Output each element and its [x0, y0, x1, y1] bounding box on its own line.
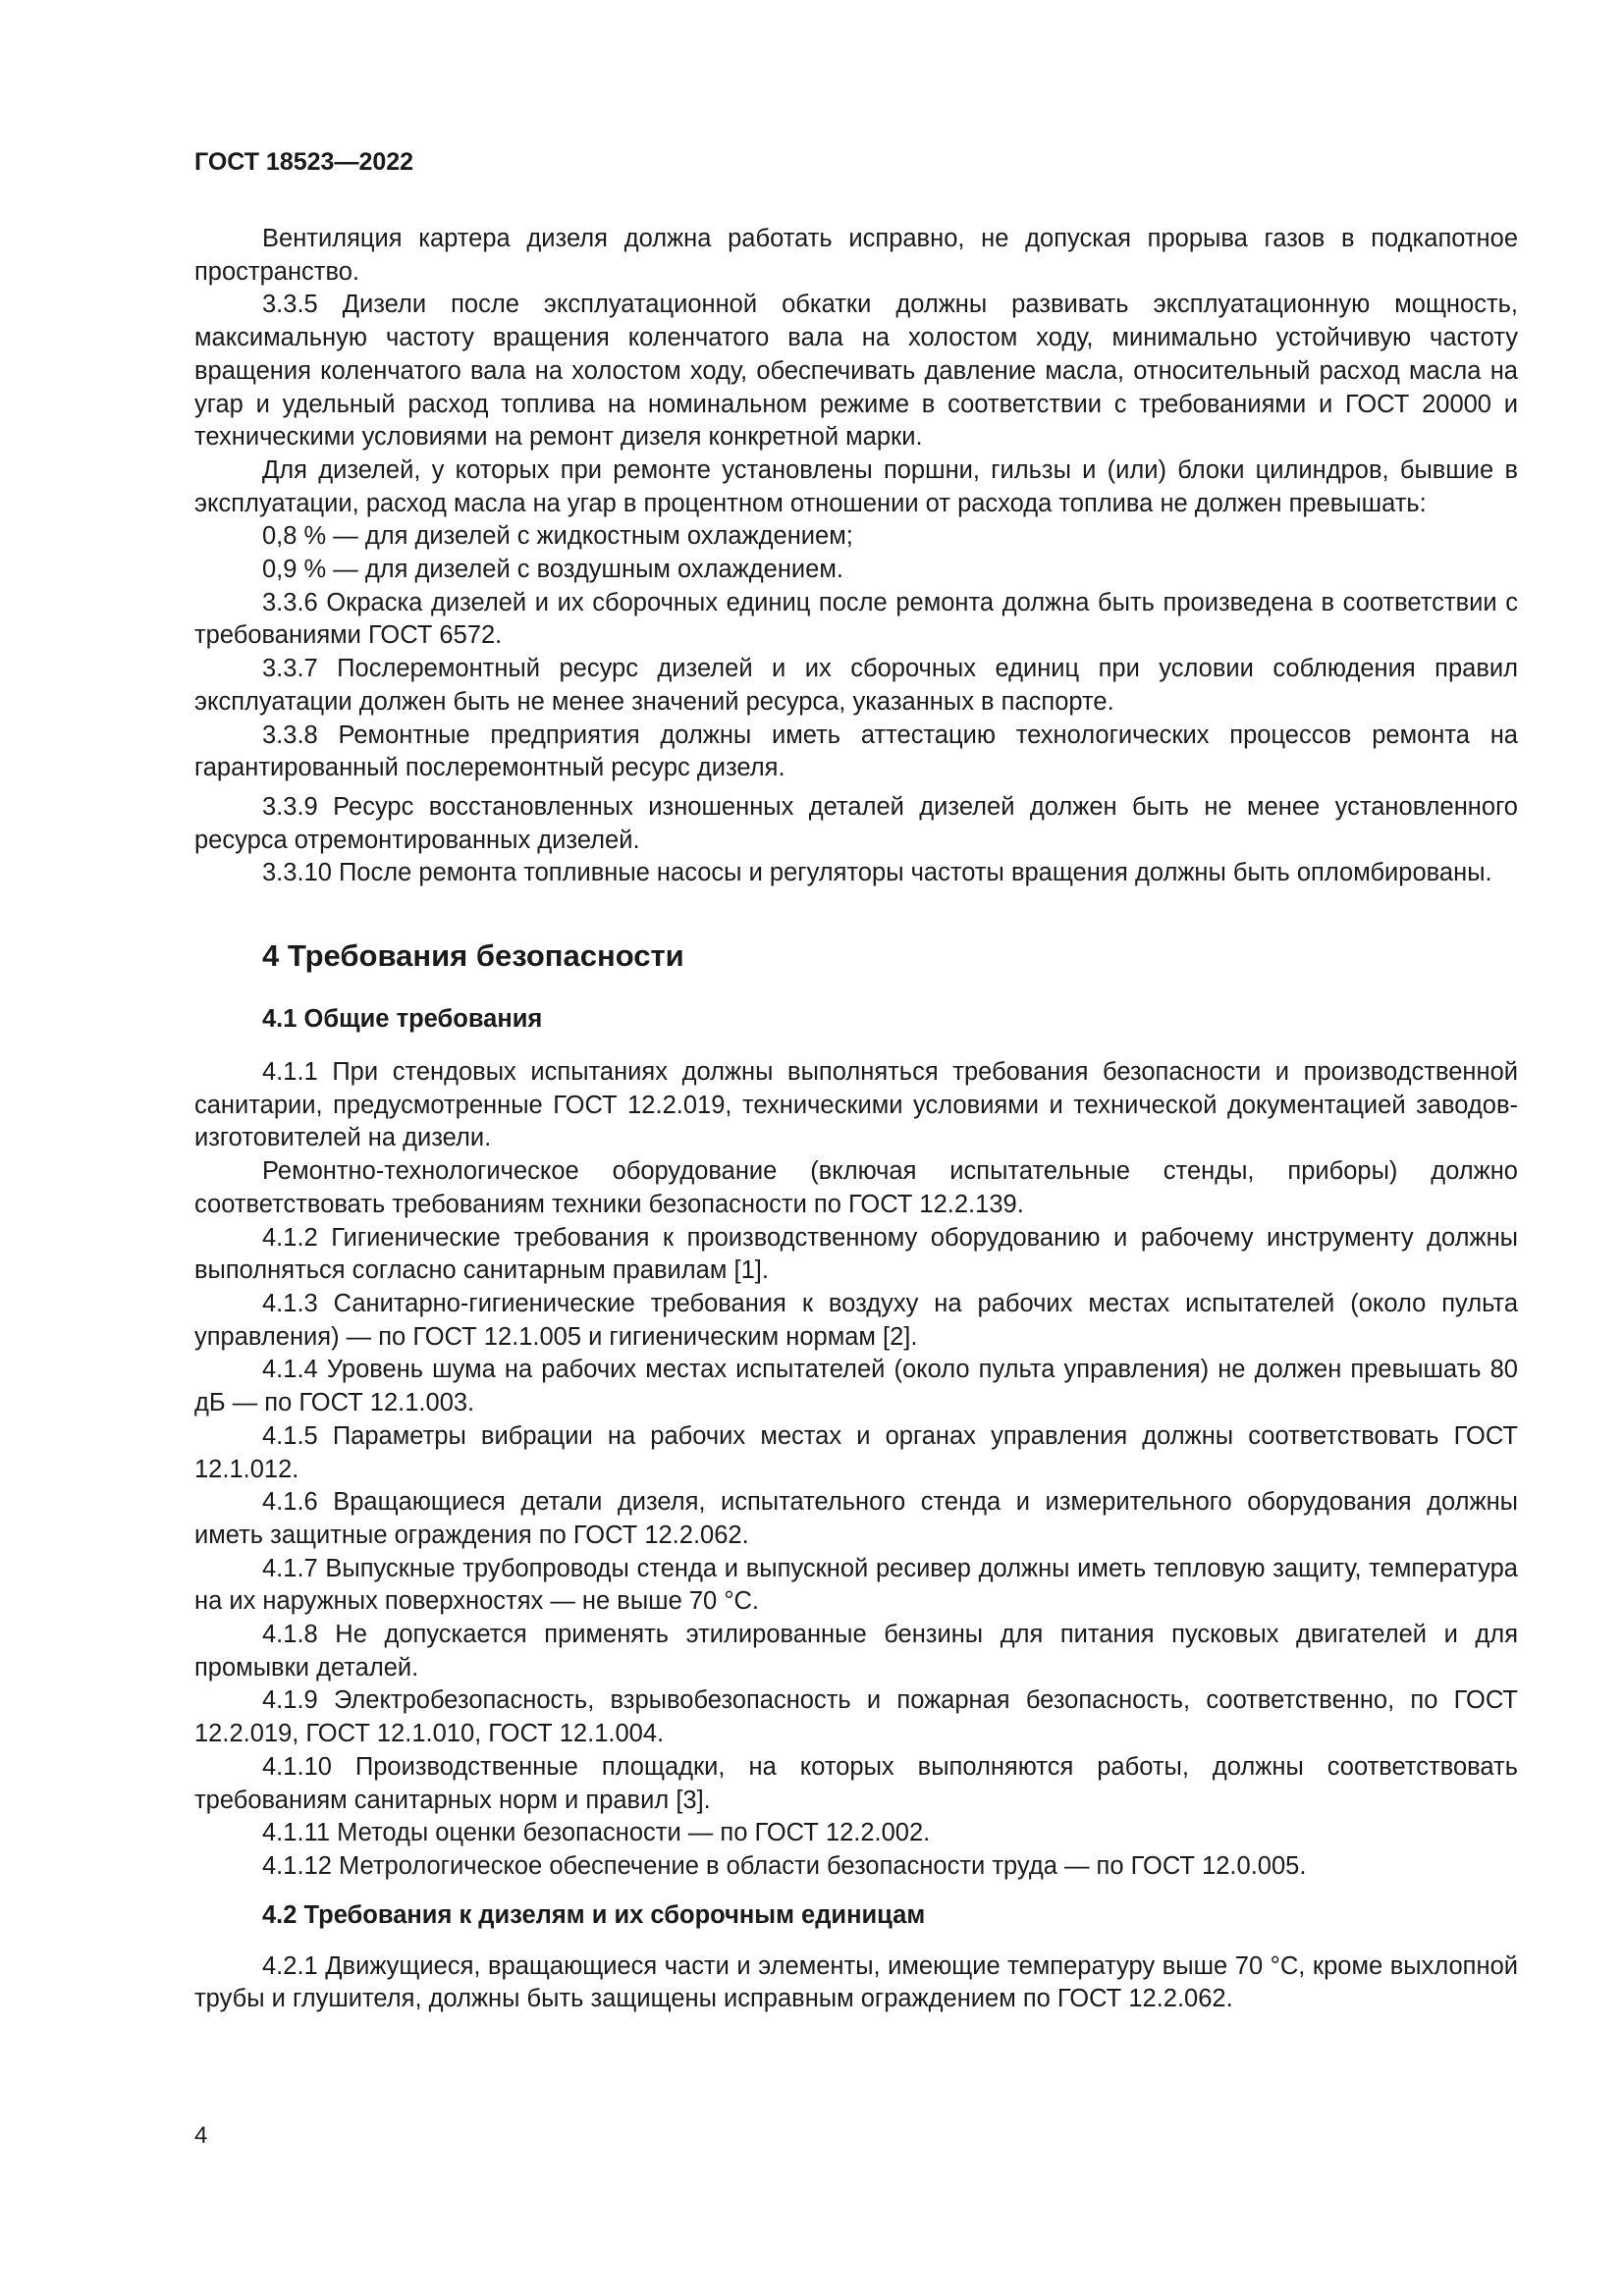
paragraph: 3.3.6 Окраска дизелей и их сборочных единиц после ремонта должна быть произведена в соответствии с требованиями ГОСТ 6572. [194, 588, 1518, 650]
paragraph: 3.3.8 Ремонтные предприятия должны иметь аттестацию технологических процессов ремонта на гарантированный послеремонтный ресурс дизеля. [194, 721, 1518, 782]
paragraph: 4.1.12 Метрологическое обеспечение в области безопасности труда — по ГОСТ 12.0.005. [262, 1851, 1307, 1880]
paragraph: 4.1.11 Методы оценки безопасности — по ГОСТ 12.2.002. [262, 1819, 931, 1847]
page-number: 4 [194, 2122, 208, 2149]
paragraph: 4.2.1 Движущиеся, вращающиеся части и элементы, имеющие температуру выше 70 °С, кроме выхлопной трубы и глушителя, должны быть защищены исправным ограждением по ГОСТ 12.2.062. [194, 1951, 1518, 2013]
paragraph: Вентиляция картера дизеля должна работать исправно, не допуская прорыва газов в подкапотное пространство. [194, 225, 1518, 286]
paragraph: 4.1.10 Производственные площадки, на которых выполняются работы, должны соответствовать требованиям санитарных норм и правил [3]. [194, 1752, 1518, 1814]
paragraph: 4.1.5 Параметры вибрации на рабочих местах и органах управления должны соответствовать ГОСТ 12.1.012. [194, 1421, 1518, 1483]
list-item: 0,8 % — для дизелей с жидкостным охлаждением; [262, 522, 853, 551]
section-4-title: 4 Требования безопасности [262, 938, 684, 974]
paragraph: 4.1.6 Вращающиеся детали дизеля, испытательного стенда и измерительного оборудования должны иметь защитные ограждения по ГОСТ 12.2.062. [194, 1488, 1518, 1549]
paragraph: 4.1.2 Гигиенические требования к производственному оборудованию и рабочему инструменту должны выполняться согласно санитарным правилам [1]. [194, 1223, 1518, 1285]
block-4-1 [194, 1056, 1518, 1884]
paragraph: 4.1.8 Не допускается применять этилированные бензины для питания пусковых двигателей и для промывки деталей. [194, 1621, 1518, 1682]
subsection-4-1-title: 4.1 Общие требования [262, 1005, 543, 1034]
document-page [194, 147, 1518, 2016]
paragraph: 3.3.10 После ремонта топливные насосы и регуляторы частоты вращения должны быть опломбированы. [262, 859, 1492, 887]
paragraph: 3.3.5 Дизели после эксплуатационной обкатки должны развивать эксплуатационную мощность, максимальную частоту вращения коленчатого вала на холостом ходу, минимально устойчивую частоту вращения коленчатого вала на холостом ходу, обеспечивать давление масла, относительный расход масла на угар и удельный расход топлива на номинальном режиме в соответствии с требованиями и ГОСТ 20000 и техническими условиями на ремонт дизеля конкретной марки. [194, 291, 1518, 452]
paragraph: Ремонтно-технологическое оборудование (включая испытательные стенды, приборы) должно соответствовать требованиям техники безопасности по ГОСТ 12.2.139. [194, 1157, 1518, 1218]
paragraph: 4.1.7 Выпускные трубопроводы стенда и выпускной ресивер должны иметь тепловую защиту, температура на их наружных поверхностях — не выше 70 °С. [194, 1554, 1518, 1616]
paragraph: 4.1.1 При стендовых испытаниях должны выполняться требования безопасности и производственной санитарии, предусмотренные ГОСТ 12.2.019, техническими условиями и технической документацией заводов-изготовителей на дизели. [194, 1058, 1518, 1152]
subsection-4-2-title: 4.2 Требования к дизелям и их сборочным единицам [262, 1900, 926, 1929]
document-header: ГОСТ 18523—2022 [194, 148, 414, 176]
paragraph: 4.1.3 Санитарно-гигиенические требования к воздуху на рабочих местах испытателей (около пульта управления) — по ГОСТ 12.1.005 и гигиеническим нормам [2]. [194, 1289, 1518, 1351]
list-item: 0,9 % — для дизелей с воздушным охлаждением. [262, 556, 843, 584]
block-4-2 [194, 1950, 1518, 2016]
paragraph: 4.1.4 Уровень шума на рабочих местах испытателей (около пульта управления) не должен превышать 80 дБ — по ГОСТ 12.1.003. [194, 1356, 1518, 1417]
paragraph: Для дизелей, у которых при ремонте установлены поршни, гильзы и (или) блоки цилиндров, бывшие в эксплуатации, расход масла на угар в процентном отношении от расхода топлива не должен превышать: [194, 455, 1518, 517]
paragraph: 4.1.9 Электробезопасность, взрывобезопасность и пожарная безопасность, соответственно, по ГОСТ 12.2.019, ГОСТ 12.1.010, ГОСТ 12.1.004. [194, 1686, 1518, 1748]
block-3-3 [194, 223, 1518, 890]
paragraph: 3.3.7 Послеремонтный ресурс дизелей и их сборочных единиц при условии соблюдения правил эксплуатации должен быть не менее значений ресурса, указанных в паспорте. [194, 655, 1518, 716]
paragraph: 3.3.9 Ресурс восстановленных изношенных деталей дизелей должен быть не менее установленного ресурса отремонтированных дизелей. [194, 792, 1518, 854]
